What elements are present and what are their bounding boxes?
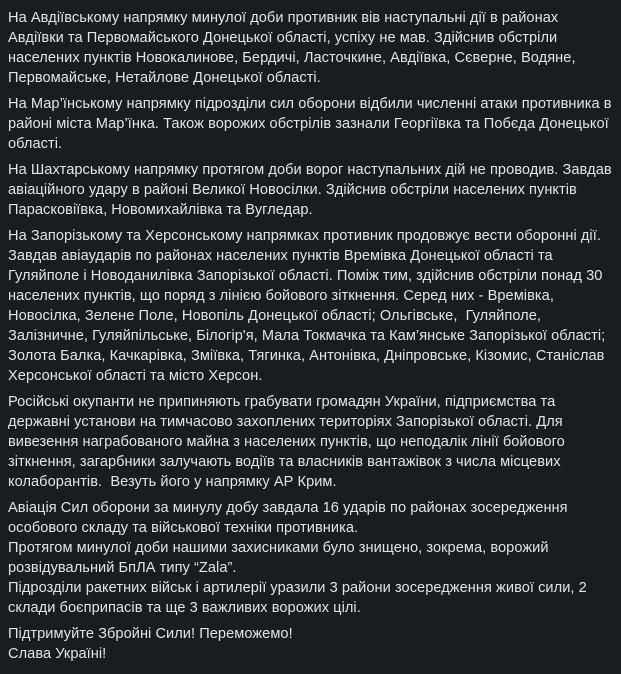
post-paragraph: Підрозділи ракетних військ і артилерії уразили 3 райони зосередження живої сили, 2 склади боєприпасів та ще 3 важливих ворожих цілі. bbox=[8, 580, 591, 616]
post-paragraph: Протягом минулої доби нашими захисниками було знищено, зокрема, ворожий розвідувальний БпЛА типу “Zala”. bbox=[8, 540, 553, 576]
post-paragraph: На Запорізькому та Херсонському напрямках противник продовжує вести оборонні дії. Завдав авіаударів по районах населених пунктів Времівка Донецької області та Гуляйполе і Новоданилівка Запорізької області. Поміж тим, здійснив обстріли понад 30 населених пунктів, що поряд з лінією бойового зіткнення. Серед них - Времівка, Новосілка, Зелене Поле, Новопіль Донецької області; Ольгівське, Гуляйполе, Залізничне, Гуляйпільське, Білогір'я, Мала Токмачка та Кам’янське Запорізької області; Золота Балка, Качкарівка, Зміївка, Тягинка, Антонівка, Дніпровське, Кізомис, Станіслав Херсонської області та місто Херсон. bbox=[8, 228, 610, 384]
post-paragraph: На Мар’їнському напрямку підрозділи сил оборони відбили численні атаки противника в районі міста Мар’їнка. Також ворожих обстрілів зазнали Георгіївка та Побєда Донецької області. bbox=[8, 96, 616, 152]
post-paragraph: Підтримуйте Збройні Сили! Переможемо! bbox=[8, 626, 293, 642]
post-paragraph: Російські окупанти не припиняють грабувати громадян України, підприємства та державні установи на тимчасово захоплених територіях Запорізької області. Для вивезення награбованого майна з населених пунктів, що неподалік лінії бойового зіткнення, загарбники залучають водіїв та власників вантажівок з числа місцевих колаборантів. Везуть його у напрямку АР Крим. bbox=[8, 394, 569, 490]
post-paragraph: На Авдіївському напрямку минулої доби противник вів наступальні дії в районах Авдіївки та Первомайського Донецької області, успіху не мав. Здійснив обстріли населених пунктів Новокалинове, Бердичі, Ласточкине, Авдіївка, Сєверне, Водяне, Первомайське, Нетайлове Донецької області. bbox=[8, 10, 580, 86]
post-paragraph: На Шахтарському напрямку протягом доби ворог наступальних дій не проводив. Завдав авіаційного удару в районі Великої Новосілки. Здійснив обстріли населених пунктів Парасковіївка, Новомихайлівка та Вугледар. bbox=[8, 162, 616, 218]
post-paragraph: Авіація Сил оборони за минулу добу завдала 16 ударів по районах зосередження особового складу та військової техніки противника. bbox=[8, 500, 572, 536]
post-paragraph: Слава Україні! bbox=[8, 646, 107, 662]
